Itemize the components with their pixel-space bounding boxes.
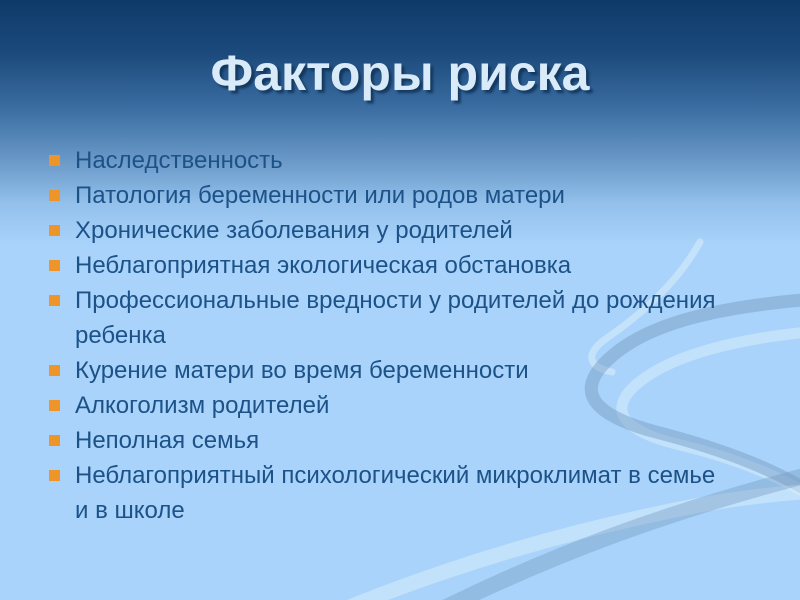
list-item bbox=[48, 178, 725, 213]
bullet-text: Неблагоприятный психологический микроклимат в семье и в школе bbox=[75, 462, 716, 524]
bullet-square-icon bbox=[49, 260, 60, 271]
bullet-square-icon bbox=[49, 400, 60, 411]
bullet-text: Неблагоприятная экологическая обстановка bbox=[75, 252, 572, 279]
list-item bbox=[48, 353, 725, 388]
bullet-square-icon bbox=[49, 365, 60, 376]
list-item bbox=[48, 283, 725, 353]
list-item bbox=[48, 458, 725, 528]
list-item bbox=[48, 423, 725, 458]
bullet-text: Наследственность bbox=[75, 147, 283, 174]
bullet-square-icon bbox=[49, 190, 60, 201]
bullet-text: Неполная семья bbox=[75, 427, 260, 454]
list-item bbox=[48, 143, 725, 178]
list-item bbox=[48, 388, 725, 423]
bullet-square-icon bbox=[49, 155, 60, 166]
list-item bbox=[48, 213, 725, 248]
bullet-square-icon bbox=[49, 225, 60, 236]
bullet-square-icon bbox=[49, 470, 60, 481]
list-item bbox=[48, 248, 725, 283]
bullet-text: Патология беременности или родов матери bbox=[75, 182, 565, 209]
bullet-text: Курение матери во время беременности bbox=[75, 357, 529, 384]
bullet-text: Хронические заболевания у родителей bbox=[75, 217, 513, 244]
bullet-text: Профессиональные вредности у родителей до рождения ребенка bbox=[75, 287, 716, 349]
slide-title: Факторы риска bbox=[210, 45, 590, 101]
risk-factors-list bbox=[48, 143, 725, 528]
bullet-square-icon bbox=[49, 435, 60, 446]
bullet-square-icon bbox=[49, 295, 60, 306]
bullet-text: Алкоголизм родителей bbox=[75, 392, 330, 419]
